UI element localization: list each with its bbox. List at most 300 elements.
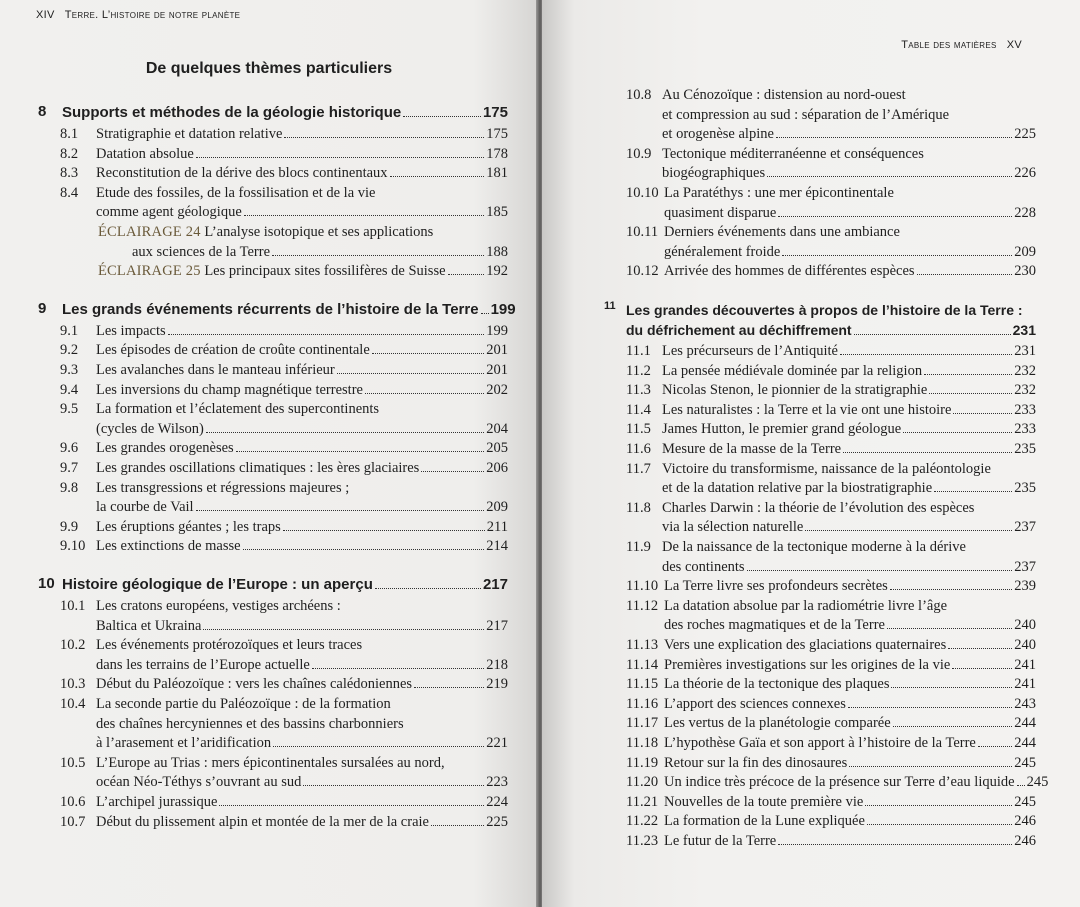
- entry-text: Mesure de la masse de la Terre: [662, 441, 842, 457]
- toc-line: [664, 793, 1036, 813]
- dot-leader: [196, 157, 484, 158]
- entry-body: [96, 754, 508, 793]
- entry-text: Les vertus de la planétologie comparée: [664, 715, 891, 732]
- toc-line: [96, 125, 508, 145]
- toc-line: [96, 400, 508, 420]
- page-number: 223: [486, 774, 508, 791]
- toc-line: [96, 597, 508, 617]
- entry-body: [664, 812, 1036, 832]
- dot-leader: [375, 588, 481, 589]
- toc-line: [96, 636, 508, 656]
- toc-line: [662, 518, 1036, 538]
- dot-leader: [778, 844, 1012, 845]
- dot-leader: [934, 491, 1012, 492]
- page-number: 244: [1014, 715, 1036, 732]
- page-number: 241: [1014, 656, 1036, 673]
- dot-leader: [929, 393, 1012, 394]
- chapter-heading: [38, 103, 508, 123]
- toc-entry: [60, 164, 508, 184]
- toc-line: [626, 300, 1036, 320]
- toc-line: [96, 518, 508, 538]
- entry-body: [96, 597, 508, 636]
- dot-leader: [284, 137, 484, 138]
- entry-number: 10.3: [60, 676, 86, 693]
- page-number: 245: [1026, 774, 1049, 791]
- entry-number: 9.9: [60, 518, 79, 535]
- entry-body: [664, 656, 1036, 676]
- entry-text: Les impacts: [96, 322, 166, 339]
- toc-entry: [60, 479, 508, 518]
- toc-line: [664, 773, 1049, 793]
- entry-number: 11.4: [626, 401, 651, 418]
- entry-body: [662, 401, 1036, 421]
- entry-body: [664, 577, 1036, 597]
- right-page: [542, 0, 1080, 907]
- entry-text: La Paratéthys : une mer épicontinentale: [664, 185, 894, 201]
- entry-text: Retour sur la fin des dinosaures: [664, 754, 848, 771]
- toc-line: [96, 164, 508, 184]
- toc-line: [664, 636, 1036, 656]
- entry-text: la courbe de Vail: [96, 499, 194, 516]
- toc-entry: [60, 145, 508, 165]
- page-number: 240: [1014, 637, 1036, 653]
- dot-leader: [854, 334, 1011, 335]
- toc-line: [664, 577, 1036, 597]
- entry-text: La formation de la Lune expliquée: [664, 813, 865, 830]
- entry-text: du défrichement au déchiffrement: [626, 322, 852, 338]
- eclairage-entry: [98, 223, 508, 262]
- toc-line: [96, 439, 508, 459]
- page-number: 232: [1014, 382, 1036, 399]
- page-number: 185: [486, 204, 508, 221]
- entry-text: Premières investigations sur les origines de la vie: [664, 656, 951, 673]
- page-number: 178: [486, 145, 508, 162]
- entry-text: Reconstitution de la dérive des blocs continentaux: [96, 165, 388, 182]
- entry-text: Arrivée des hommes de différentes espèces: [664, 263, 915, 280]
- entry-body: [96, 400, 508, 439]
- entry-text: Les transgressions et régressions majeures ;: [96, 479, 350, 496]
- dot-leader: [948, 648, 1012, 649]
- entry-body: [662, 460, 1036, 499]
- entry-number: 11.13: [626, 637, 659, 653]
- page-number: 211: [486, 518, 508, 535]
- entry-text: La Terre livre ses profondeurs secrètes: [664, 578, 888, 595]
- entry-text: Derniers événements dans une ambiance: [664, 224, 900, 241]
- dot-leader: [891, 687, 1012, 688]
- dot-leader: [849, 766, 1012, 767]
- page-number: 237: [1014, 558, 1036, 575]
- entry-body: [96, 381, 508, 401]
- entry-body: [662, 342, 1036, 362]
- entry-text: Charles Darwin : la théorie de l’évolution des espèces: [662, 499, 975, 516]
- page-number: 231: [1012, 322, 1036, 338]
- toc-entry: [626, 145, 1036, 184]
- dot-leader: [1017, 785, 1025, 786]
- toc-entry: [60, 597, 508, 636]
- toc-entry: [60, 459, 508, 479]
- entry-number: 11.20: [626, 774, 659, 791]
- chapter-heading: [38, 299, 516, 320]
- entry-body: [96, 537, 508, 557]
- entry-body: [664, 734, 1036, 754]
- toc-line: [664, 204, 1036, 224]
- toc-entry: [626, 86, 1036, 145]
- entry-number: 11.22: [626, 813, 659, 830]
- page-number: 221: [486, 735, 508, 752]
- entry-body: [662, 499, 1036, 538]
- entry-body: [662, 86, 1036, 145]
- entry-body: [96, 184, 508, 223]
- chapter-title: [62, 103, 508, 123]
- chapter-heading: [38, 575, 508, 595]
- page-number: 228: [1014, 204, 1036, 221]
- toc-entry: [626, 460, 1036, 499]
- dot-leader: [372, 353, 484, 354]
- toc-entry: [626, 773, 1049, 793]
- entry-text: Les grandes oscillations climatiques : les ères glaciaires: [96, 460, 420, 476]
- page-number: 219: [486, 676, 508, 693]
- chapter-title: [62, 575, 508, 595]
- toc-line: [664, 734, 1036, 754]
- entry-text: Un indice très précoce de la présence sur Terre d’eau liquide: [664, 774, 1015, 791]
- toc-entry: [60, 341, 508, 361]
- entry-text: et compression au sud : séparation de l’Amérique: [662, 106, 950, 123]
- entry-number: 9.6: [60, 440, 79, 457]
- entry-number: 11.5: [626, 421, 651, 438]
- toc-line: [662, 401, 1036, 421]
- page-number: 175: [482, 104, 508, 121]
- page-number: 237: [1014, 519, 1036, 536]
- toc-entry: [60, 675, 508, 695]
- dot-leader: [782, 255, 1012, 256]
- entry-body: [96, 439, 508, 459]
- toc-entry: [60, 793, 508, 813]
- toc-entry: [626, 499, 1036, 538]
- dot-leader: [312, 668, 484, 669]
- page-number: 206: [486, 460, 508, 476]
- dot-leader: [887, 628, 1012, 629]
- toc-line: [662, 499, 1036, 519]
- entry-number: 11.12: [626, 597, 659, 614]
- toc-line: [664, 754, 1036, 774]
- entry-number: 8.2: [60, 145, 79, 162]
- entry-number: 11.23: [626, 833, 659, 849]
- toc-entry: [626, 656, 1036, 676]
- entry-text: Les inversions du champ magnétique terrestre: [96, 381, 363, 398]
- entry-text: Les épisodes de création de croûte continentale: [96, 342, 370, 359]
- toc-line: [98, 262, 508, 282]
- chapter-number: 10: [38, 575, 55, 592]
- dot-leader: [243, 549, 485, 550]
- page-number: 181: [486, 165, 508, 182]
- toc-entry: [626, 420, 1036, 440]
- entry-text: comme agent géologique: [96, 204, 242, 221]
- toc-entry: [60, 518, 508, 538]
- toc-line: [98, 223, 508, 243]
- entry-number: 10.6: [60, 794, 86, 810]
- page-number: 245: [1014, 793, 1036, 810]
- entry-body: [96, 341, 508, 361]
- toc-entry: [626, 597, 1036, 636]
- page-number: 233: [1014, 421, 1036, 438]
- toc-line: [96, 617, 508, 637]
- toc-entry: [626, 538, 1036, 577]
- entry-body: [662, 362, 1036, 382]
- entry-body: [96, 164, 508, 184]
- toc-line: [662, 558, 1036, 578]
- dot-leader: [206, 432, 484, 433]
- dot-leader: [865, 805, 1012, 806]
- toc-entry: [626, 812, 1036, 832]
- entry-text: Les extinctions de masse: [96, 538, 241, 555]
- toc-line: [664, 695, 1036, 715]
- chapter-title: [62, 300, 516, 320]
- entry-text: James Hutton, le premier grand géologue: [662, 421, 902, 438]
- page-number: 209: [486, 499, 508, 516]
- toc-line: [664, 714, 1036, 734]
- entry-body: [96, 813, 508, 833]
- entry-number: 9.2: [60, 342, 79, 359]
- entry-body: [664, 597, 1036, 636]
- chapter-heading: [604, 300, 1036, 340]
- page-number: 231: [1014, 343, 1036, 359]
- toc-entry: [60, 439, 508, 459]
- entry-number: 11.1: [626, 343, 651, 359]
- entry-text: Tectonique méditerranéenne et conséquences: [662, 145, 924, 162]
- entry-number: 11.3: [626, 382, 651, 399]
- entry-body: [664, 793, 1036, 813]
- entry-number: 11.7: [626, 460, 651, 477]
- toc-line: [662, 106, 1036, 126]
- dot-leader: [390, 176, 485, 177]
- toc-entry: [60, 400, 508, 439]
- dot-leader: [272, 255, 484, 256]
- dot-leader: [365, 393, 484, 394]
- entry-number: 11.21: [626, 793, 659, 810]
- entry-body: [96, 695, 508, 754]
- entry-number: 11.14: [626, 656, 659, 673]
- entry-body: [664, 714, 1036, 734]
- entry-text: Les événements protérozoïques et leurs traces: [96, 637, 363, 654]
- entry-text: La formation et l’éclatement des supercontinents: [96, 401, 380, 418]
- entry-text: L’Europe au Trias : mers épicontinentales sursalées au nord,: [96, 754, 445, 771]
- toc-entry: [60, 361, 508, 381]
- entry-body: [96, 459, 508, 479]
- dot-leader: [843, 452, 1012, 453]
- dot-leader: [867, 824, 1012, 825]
- toc-entry: [626, 362, 1036, 382]
- dot-leader: [168, 334, 485, 335]
- page-number: 246: [1014, 813, 1036, 830]
- entry-number: 11.17: [626, 715, 659, 732]
- entry-body: [664, 262, 1036, 282]
- entry-number: 10.4: [60, 696, 86, 712]
- toc-line: [662, 460, 1036, 480]
- entry-text: à l’arasement et l’aridification: [96, 735, 272, 752]
- entry-text: La seconde partie du Paléozoïque : de la formation: [96, 696, 391, 712]
- toc-entry: [626, 184, 1036, 223]
- entry-body: [96, 636, 508, 675]
- entry-number: 8.1: [60, 126, 79, 142]
- toc-entry: [626, 695, 1036, 715]
- page-number: 201: [486, 342, 508, 359]
- page-number: 239: [1014, 578, 1036, 595]
- toc-entry: [626, 342, 1036, 362]
- toc-line: [96, 793, 508, 813]
- entry-text: généralement froide: [664, 243, 781, 260]
- entry-text: Les cratons européens, vestiges archéens :: [96, 598, 341, 614]
- toc-line: [662, 362, 1036, 382]
- page-number: 243: [1014, 695, 1036, 712]
- toc-entry: [626, 223, 1036, 262]
- page-number: 188: [486, 243, 508, 260]
- page-number: 175: [486, 126, 508, 142]
- dot-leader: [337, 373, 485, 374]
- toc-entry: [60, 754, 508, 793]
- entry-text: Supports et méthodes de la géologie historique: [62, 104, 402, 121]
- entry-text: De la naissance de la tectonique moderne à la dérive: [662, 539, 966, 555]
- dot-leader: [903, 432, 1012, 433]
- entry-body: [664, 832, 1036, 852]
- entry-body: [662, 538, 1036, 577]
- entry-number: 10.9: [626, 145, 652, 162]
- toc-entry: [626, 577, 1036, 597]
- entry-number: 11.6: [626, 441, 651, 457]
- entry-number: 9.1: [60, 322, 79, 339]
- entry-body: [96, 361, 508, 381]
- entry-text: Histoire géologique de l’Europe : un aperçu: [62, 576, 373, 593]
- chapter-number: 8: [38, 103, 47, 120]
- entry-number: 10.1: [60, 598, 86, 614]
- entry-text: Stratigraphie et datation relative: [96, 126, 283, 142]
- entry-text: quasiment disparue: [664, 204, 777, 221]
- entry-number: 8.3: [60, 165, 79, 182]
- toc-line: [62, 575, 508, 595]
- entry-number: 8.4: [60, 184, 79, 201]
- entry-body: [96, 145, 508, 165]
- entry-text: La datation absolue par la radiométrie livre l’âge: [664, 597, 948, 614]
- toc-line: [664, 812, 1036, 832]
- toc-line: [96, 361, 508, 381]
- dot-leader: [244, 215, 484, 216]
- entry-number: 11.19: [626, 754, 659, 771]
- page-number: 209: [1014, 243, 1036, 260]
- chapter-title: [626, 300, 1036, 340]
- dot-leader: [481, 313, 489, 314]
- toc-entry: [60, 322, 508, 342]
- eclairage-label: ÉCLAIRAGE 25: [98, 263, 201, 280]
- page-number: 225: [1014, 126, 1036, 143]
- entry-body: [96, 675, 508, 695]
- entry-text: L’analyse isotopique et ses applications: [204, 224, 434, 240]
- page-number: 224: [486, 794, 508, 810]
- dot-leader: [840, 354, 1012, 355]
- page-number: 199: [486, 322, 508, 339]
- toc-line: [96, 479, 508, 499]
- entry-text: Les principaux sites fossilifères de Suisse: [204, 263, 446, 280]
- page-number: 240: [1014, 617, 1036, 634]
- dot-leader: [196, 510, 485, 511]
- entry-text: (cycles de Wilson): [96, 420, 204, 437]
- toc-line: [664, 597, 1036, 617]
- page-number: 225: [486, 813, 508, 830]
- right-running-header: Table des matières XV: [901, 39, 1022, 51]
- entry-body: [664, 773, 1049, 793]
- entry-text: Les grandes découvertes à propos de l’histoire de la Terre :: [626, 302, 1023, 318]
- toc-line: [96, 322, 508, 342]
- toc-line: [62, 300, 516, 320]
- toc-line: [662, 381, 1036, 401]
- toc-line: [664, 243, 1036, 263]
- toc-line: [62, 103, 508, 123]
- eclairage-entry: [98, 262, 508, 282]
- toc-line: [662, 420, 1036, 440]
- entry-text: via la sélection naturelle: [662, 519, 804, 536]
- toc-entry: [60, 537, 508, 557]
- toc-line: [664, 262, 1036, 282]
- entry-body: [96, 793, 508, 813]
- toc-line: [664, 223, 1036, 243]
- entry-number: 9.8: [60, 479, 79, 496]
- toc-line: [96, 813, 508, 833]
- page-number: 192: [486, 263, 508, 280]
- entry-number: 11.15: [626, 676, 659, 693]
- entry-number: 9.4: [60, 381, 79, 398]
- toc-line: [96, 734, 508, 754]
- toc-line: [662, 125, 1036, 145]
- entry-body: [662, 440, 1036, 460]
- entry-text: Baltica et Ukraina: [96, 617, 202, 634]
- entry-text: des roches magmatiques et de la Terre: [664, 617, 885, 634]
- dot-leader: [890, 589, 1012, 590]
- toc-entry: [60, 636, 508, 675]
- dot-leader: [778, 216, 1012, 217]
- entry-text: Vers une explication des glaciations quaternaires: [664, 637, 947, 653]
- eclairage-label: ÉCLAIRAGE 24: [98, 224, 201, 240]
- entry-text: La pensée médiévale dominée par la religion: [662, 362, 923, 379]
- entry-body: [664, 675, 1036, 695]
- dot-leader: [776, 137, 1012, 138]
- toc-line: [96, 695, 508, 715]
- entry-number: 9.5: [60, 401, 79, 418]
- entry-text: Nicolas Stenon, le pionnier de la stratigraphie: [662, 382, 928, 399]
- dot-leader: [767, 176, 1012, 177]
- entry-text: L’hypothèse Gaïa et son apport à l’histoire de la Terre: [664, 735, 976, 751]
- entry-body: [664, 695, 1036, 715]
- page-number: 235: [1014, 480, 1036, 497]
- dot-leader: [219, 805, 484, 806]
- entry-text: Datation absolue: [96, 145, 194, 162]
- dot-leader: [303, 785, 484, 786]
- dot-leader: [893, 726, 1013, 727]
- page-number: 217: [482, 576, 508, 593]
- dot-leader: [917, 274, 1013, 275]
- dot-leader: [953, 413, 1012, 414]
- section-title: De quelques thèmes particuliers: [145, 60, 393, 77]
- dot-leader: [431, 825, 484, 826]
- entry-body: [96, 518, 508, 538]
- toc-entry: [626, 401, 1036, 421]
- page-number: 246: [1014, 833, 1036, 849]
- toc-line: [96, 537, 508, 557]
- dot-leader: [283, 530, 485, 531]
- entry-number: 9.10: [60, 538, 86, 555]
- entry-body: [662, 420, 1036, 440]
- page-number: 205: [486, 440, 508, 457]
- page-number: 226: [1014, 165, 1036, 182]
- entry-text: Début du plissement alpin et montée de la mer de la craie: [96, 813, 429, 830]
- entry-text: et orogenèse alpine: [662, 126, 774, 143]
